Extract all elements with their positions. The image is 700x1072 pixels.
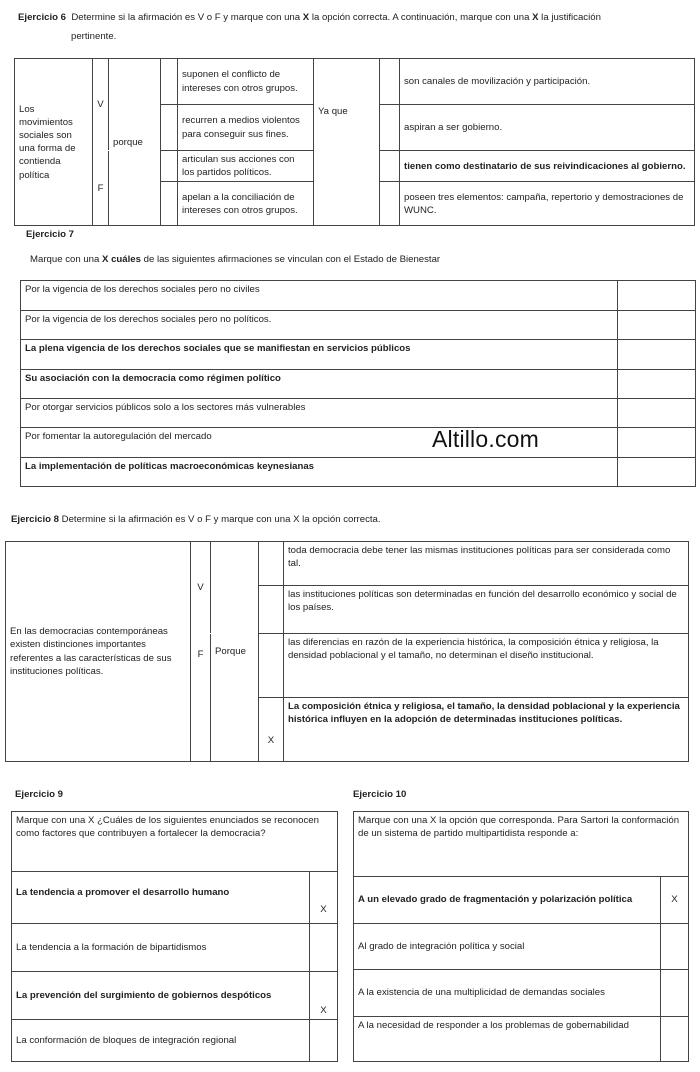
ej6-reason: apelan a la conciliación de intereses con otros grupos. <box>178 182 314 226</box>
ej10-option: A la existencia de una multiplicidad de demandas sociales <box>354 970 661 1017</box>
ej8-instruction: Ejercicio 8 Determine si la afirmación es V o F y marque con una X la opción correcta. <box>11 514 381 525</box>
ej7-table <box>20 280 696 487</box>
ej7-item: Por la vigencia de los derechos sociales pero no civiles <box>21 281 618 311</box>
ej10-option: A un elevado grado de fragmentación y polarización política <box>354 877 661 924</box>
ej7-mark-cell[interactable] <box>618 370 696 399</box>
ej10-label: Ejercicio 10 <box>353 789 407 800</box>
ej6-justification: poseen tres elementos: campaña, repertorio y demostraciones de WUNC. <box>400 182 695 226</box>
ej6-reason: recurren a medios violentos para conseguir sus fines. <box>178 105 314 151</box>
ej6-v-label: V <box>93 59 109 151</box>
ej9-option: La conformación de bloques de integración regional <box>12 1020 310 1062</box>
ej6-justification: aspiran a ser gobierno. <box>400 105 695 151</box>
ej8-statement: En las democracias contemporáneas existen distinciones importantes referentes a las características de sus instituciones políticas. <box>6 542 191 762</box>
ej8-reason-mark[interactable] <box>259 634 284 698</box>
ej6-justification: tienen como destinatario de sus reivindicaciones al gobierno. <box>400 151 695 182</box>
ej7-mark-cell[interactable] <box>618 399 696 428</box>
ej8-reason: las diferencias en razón de la experiencia histórica, la composición étnica y religiosa, la densidad poblacional y el tamaño, no determinan el diseño institucional. <box>284 634 689 698</box>
ej6-reason-mark[interactable] <box>161 105 178 151</box>
ej9-mark-cell[interactable]: X <box>310 872 338 924</box>
ej10-mark-cell[interactable] <box>661 924 689 970</box>
ej7-item: Por fomentar la autoregulación del mercado <box>21 428 618 458</box>
ej6-justification-mark[interactable] <box>380 105 400 151</box>
ej8-reason: La composición étnica y religiosa, el tamaño, la densidad poblacional y la experiencia histórica influyen en la adopción de determinadas instituciones políticas. <box>284 698 689 762</box>
watermark: Altillo.com <box>432 426 540 452</box>
ej8-reason-mark[interactable] <box>259 542 284 586</box>
ej9-option: La prevención del surgimiento de gobiernos despóticos <box>12 972 310 1020</box>
ej8-table <box>5 541 689 762</box>
ej6-table <box>14 58 695 226</box>
ej9-question: Marque con una X ¿Cuáles de los siguientes enunciados se reconocen como factores que contribuyen a fortalecer la democracia? <box>12 812 338 872</box>
ej10-option: A la necesidad de responder a los problemas de gobernabilidad <box>354 1017 661 1062</box>
ej7-item: La plena vigencia de los derechos sociales que se manifiestan en servicios públicos <box>21 340 618 370</box>
ej8-reason-mark[interactable] <box>259 586 284 634</box>
ej6-reason-mark[interactable] <box>161 182 178 226</box>
ej10-mark-cell[interactable] <box>661 970 689 1017</box>
ej8-label: Ejercicio 8 <box>11 514 59 525</box>
ej7-mark-cell[interactable] <box>618 458 696 487</box>
ej7-mark-cell[interactable] <box>618 281 696 311</box>
ej9-option: La tendencia a promover el desarrollo humano <box>12 872 310 924</box>
ej6-label: Ejercicio 6 <box>18 12 66 23</box>
ej6-justification: son canales de movilización y participación. <box>400 59 695 105</box>
ej6-f-label: F <box>93 151 109 226</box>
ej6-instruction: Ejercicio 6 Determine si la afirmación es V o F y marque con una X la opción correcta. A continuación, marque con una X la justificación <box>18 12 601 23</box>
ej8-porque: Porque <box>211 542 259 762</box>
ej7-item: Por otorgar servicios públicos solo a los sectores más vulnerables <box>21 399 618 428</box>
ej7-mark-cell[interactable] <box>618 340 696 370</box>
ej10-mark-cell[interactable] <box>661 1017 689 1062</box>
ej7-item: Su asociación con la democracia como régimen político <box>21 370 618 399</box>
ej7-item: Por la vigencia de los derechos sociales pero no políticos. <box>21 311 618 340</box>
ej8-reason-mark[interactable]: X <box>259 698 284 762</box>
ej7-item: La implementación de políticas macroeconómicas keynesianas <box>21 458 618 487</box>
ej10-table <box>353 811 689 1062</box>
ej7-mark-cell[interactable] <box>618 428 696 458</box>
ej6-reason: articulan sus acciones con los partidos políticos. <box>178 151 314 182</box>
ej7-label: Ejercicio 7 <box>26 229 74 240</box>
ej9-option: La tendencia a la formación de bipartidismos <box>12 924 310 972</box>
ej6-statement: Los movimientos sociales son una forma de contienda política <box>15 59 93 226</box>
ej6-porque: porque <box>109 59 161 226</box>
ej7-instruction: Marque con una X cuáles de las siguientes afirmaciones se vinculan con el Estado de Bienestar <box>30 254 441 265</box>
ej6-reason-mark[interactable] <box>161 59 178 105</box>
ej9-mark-cell[interactable]: X <box>310 972 338 1020</box>
ej6-justification-mark[interactable] <box>380 182 400 226</box>
ej9-mark-cell[interactable] <box>310 924 338 972</box>
ej9-label: Ejercicio 9 <box>15 789 63 800</box>
ej6-ya-que: Ya que <box>314 59 380 226</box>
ej10-option: Al grado de integración política y social <box>354 924 661 970</box>
ej10-mark-cell[interactable]: X <box>661 877 689 924</box>
ej6-instruction-cont: pertinente. <box>71 31 117 42</box>
ej9-table <box>11 811 338 1062</box>
ej7-mark-cell[interactable] <box>618 311 696 340</box>
ej6-justification-mark[interactable] <box>380 151 400 182</box>
ej9-mark-cell[interactable] <box>310 1020 338 1062</box>
ej8-f-label: F <box>191 634 211 762</box>
ej6-reason-mark[interactable] <box>161 151 178 182</box>
ej6-justification-mark[interactable] <box>380 59 400 105</box>
ej10-question: Marque con una X la opción que corresponda. Para Sartori la conformación de un sistema de partido multipartidista responde a: <box>354 812 689 877</box>
ej6-reason: suponen el conflicto de intereses con otros grupos. <box>178 59 314 105</box>
ej8-reason: toda democracia debe tener las mismas instituciones políticas para ser considerada como tal. <box>284 542 689 586</box>
ej8-v-label: V <box>191 542 211 634</box>
ej8-reason: las instituciones políticas son determinadas en función del desarrollo económico y social de los países. <box>284 586 689 634</box>
